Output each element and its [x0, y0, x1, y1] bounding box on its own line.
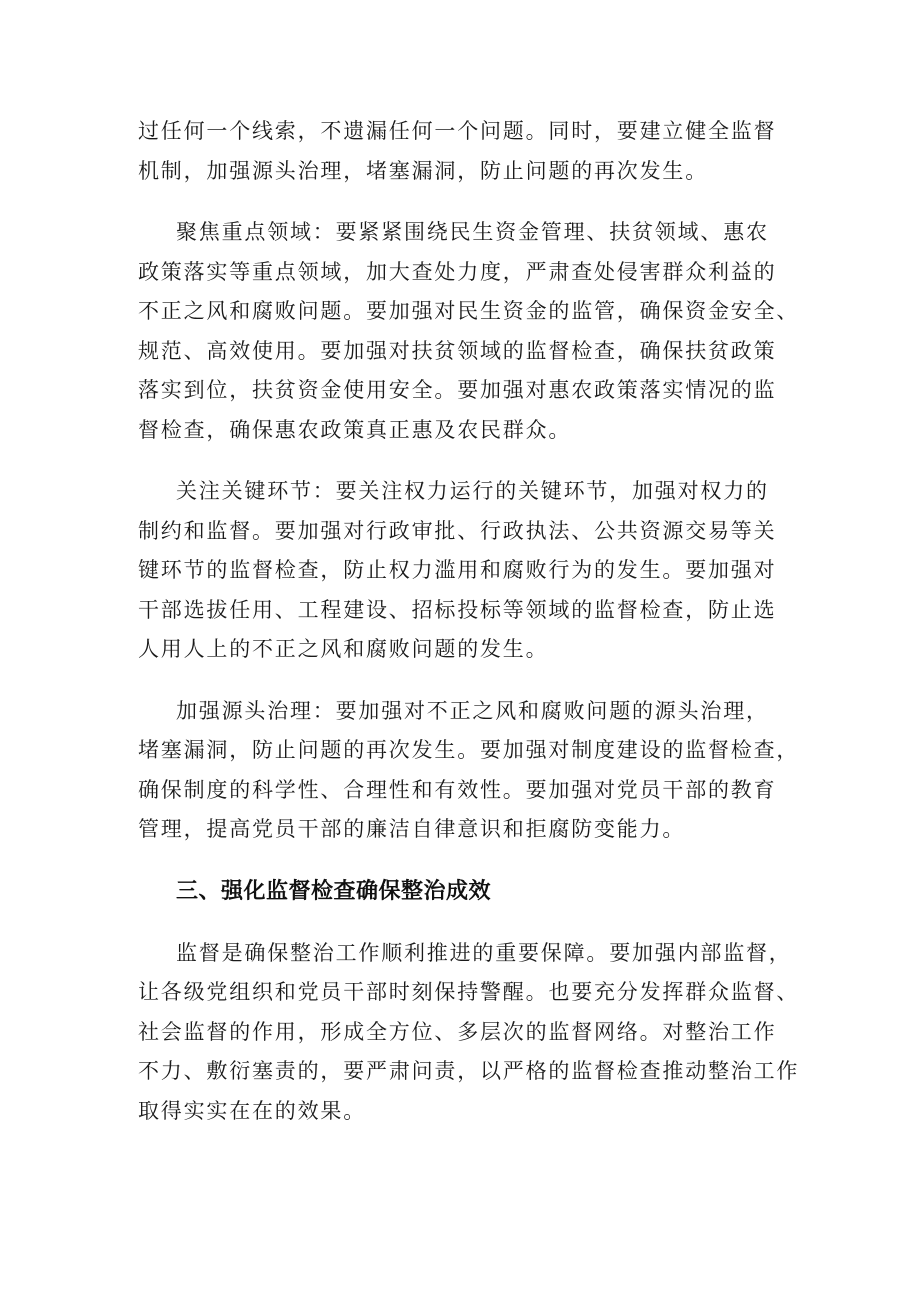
text-line: 人用人上的不正之风和腐败问题的发生。	[138, 637, 549, 661]
text-line: 键环节的监督检查，防止权力滥用和腐败行为的发生。要加强对	[138, 558, 777, 582]
paragraph-gap	[138, 450, 800, 472]
text-line: 社会监督的作用，形成全方位、多层次的监督网络。对整治工作	[138, 1019, 777, 1044]
paragraph-focus-key-areas	[138, 213, 800, 450]
paragraph-supervision	[138, 934, 800, 1132]
text-line: 落实到位，扶贫资金使用安全。要加强对惠农政策落实情况的监	[138, 378, 777, 402]
text-line: 不正之风和腐败问题。要加强对民生资金的监管，确保资金安全、	[138, 299, 800, 323]
paragraph-source-governance	[138, 692, 800, 850]
paragraph-gap	[138, 850, 800, 872]
paragraph-continuation	[138, 112, 800, 191]
text-line: 加强源头治理：要加强对不正之风和腐败问题的源头治理，	[176, 698, 769, 723]
text-line: 监督是确保整治工作顺利推进的重要保障。要加强内部监督，	[176, 940, 792, 965]
text-line: 确保制度的科学性、合理性和有效性。要加强对党员干部的教育	[138, 777, 777, 802]
text-line: 不力、敷衍塞责的，要严肃问责，以严格的监督检查推动整治工作	[138, 1059, 800, 1083]
paragraph-key-links	[138, 472, 800, 670]
document-body	[138, 112, 800, 1131]
text-line: 政策落实等重点领域，加大查处力度，严肃查处侵害群众利益的	[138, 259, 777, 284]
text-line: 过任何一个线索，不遗漏任何一个问题。同时，要建立健全监督	[138, 119, 777, 143]
paragraph-gap	[138, 670, 800, 692]
text-line: 督检查，确保惠农政策真正惠及农民群众。	[138, 417, 572, 442]
text-line: 制约和监督。要加强对行政审批、行政执法、公共资源交易等关	[138, 518, 777, 543]
text-line: 管理，提高党员干部的廉洁自律意识和拒腐防变能力。	[138, 817, 686, 841]
text-line: 让各级党组织和党员干部时刻保持警醒。也要充分发挥群众监督、	[138, 980, 800, 1004]
paragraph-gap	[138, 912, 800, 934]
text-line: 机制，加强源头治理，堵塞漏洞，防止问题的再次发生。	[138, 158, 708, 183]
section-heading: 三、强化监督检查确保整治成效	[176, 878, 492, 904]
text-line: 关注关键环节：要关注权力运行的关键环节，加强对权力的	[176, 479, 769, 503]
text-line: 堵塞漏洞，防止问题的再次发生。要加强对制度建设的监督检查，	[138, 738, 800, 762]
text-line: 取得实实在在的效果。	[138, 1098, 366, 1123]
text-line: 干部选拔任用、工程建设、招标投标等领域的监督检查，防止选	[138, 597, 777, 622]
text-line: 规范、高效使用。要加强对扶贫领域的监督检查，确保扶贫政策	[138, 338, 777, 363]
paragraph-gap	[138, 191, 800, 213]
text-line: 聚焦重点领域：要紧紧围绕民生资金管理、扶贫领域、惠农	[176, 220, 769, 244]
